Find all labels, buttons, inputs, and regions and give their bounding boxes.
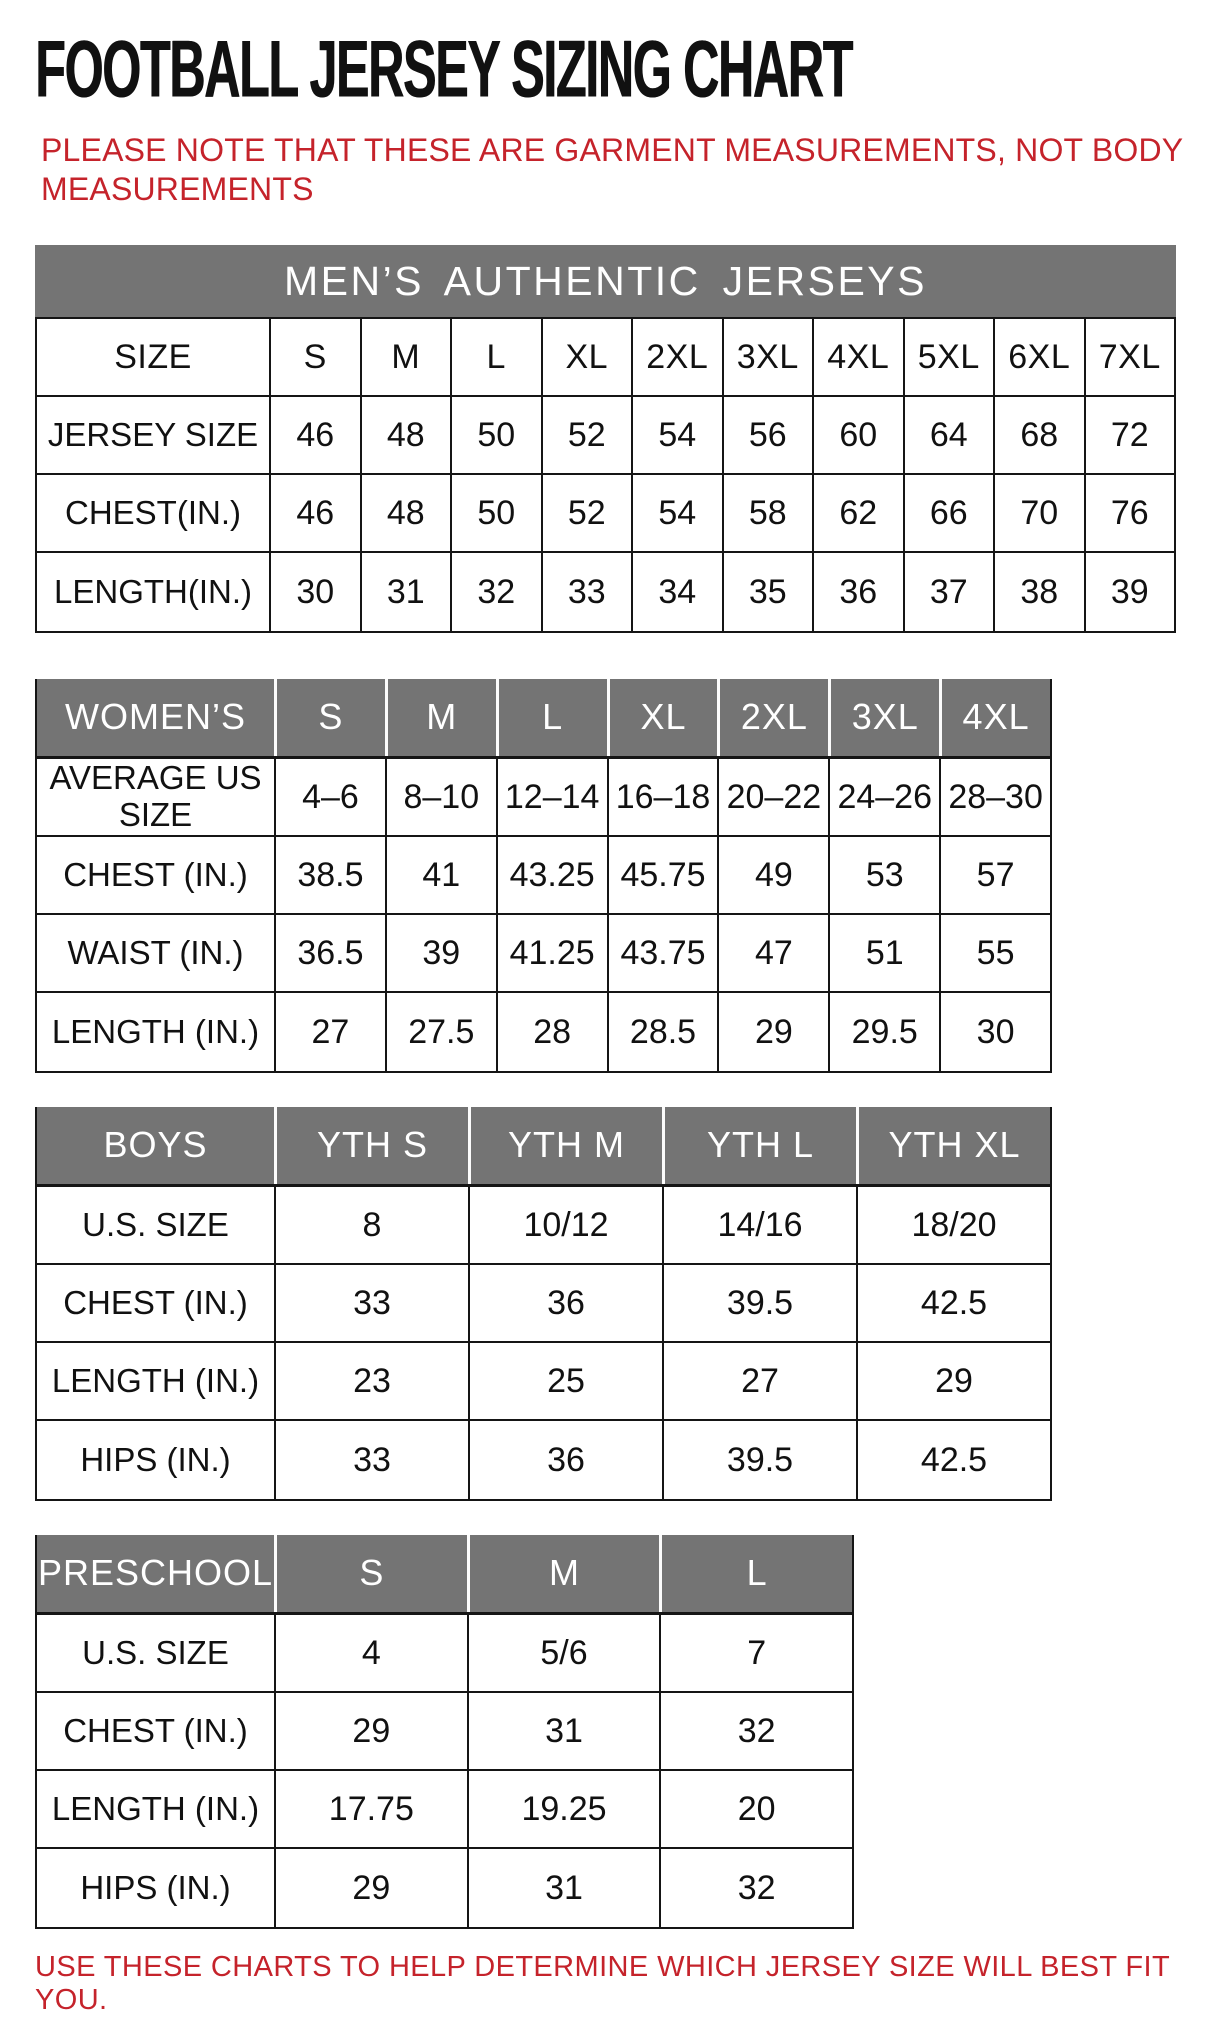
row-label-cell: BOYS xyxy=(37,1107,274,1184)
measurement-cell: 24–26 xyxy=(828,759,939,835)
measurement-cell: 53 xyxy=(828,837,939,913)
table-row xyxy=(37,915,1050,993)
measurement-cell: 29.5 xyxy=(828,993,939,1071)
boys-header-row xyxy=(37,1107,1050,1187)
measurement-cell: 62 xyxy=(812,475,903,551)
row-label-cell: U.S. SIZE xyxy=(82,1205,229,1243)
page-title: FOOTBALL JERSEY SIZING CHART xyxy=(35,24,852,115)
row-label-cell: LENGTH (IN.) xyxy=(51,1361,260,1399)
size-column-header: M xyxy=(360,319,451,395)
measurement-cell: 30 xyxy=(939,993,1050,1071)
measurement-cell: 39 xyxy=(385,915,496,991)
measurement-cell: 54 xyxy=(631,397,722,473)
measurement-cell: 8 xyxy=(274,1187,468,1263)
measurement-cell: 36 xyxy=(468,1421,662,1499)
measurement-cell: 60 xyxy=(812,397,903,473)
measurement-cell: 10/12 xyxy=(468,1187,662,1263)
measurement-cell: 72 xyxy=(1084,397,1175,473)
table-row xyxy=(37,1693,852,1771)
size-column-header: M xyxy=(385,679,496,756)
row-label-cell: CHEST (IN.) xyxy=(63,1711,248,1749)
measurement-cell: 32 xyxy=(659,1849,852,1927)
row-label-cell: AVERAGE US SIZE xyxy=(49,759,262,834)
measurement-cell: 7 xyxy=(659,1615,852,1691)
measurement-cell: 27 xyxy=(662,1343,856,1419)
measurement-cell: 29 xyxy=(856,1343,1050,1419)
size-column-header: S xyxy=(269,319,360,395)
row-label-cell: LENGTH (IN.) xyxy=(51,1012,260,1050)
table-row xyxy=(37,1343,1050,1421)
measurement-cell: 33 xyxy=(274,1421,468,1499)
measurement-cell: 38.5 xyxy=(274,837,385,913)
preschool-header-row xyxy=(37,1535,852,1615)
table-row xyxy=(37,837,1050,915)
boys-grid xyxy=(35,1107,1052,1501)
measurement-cell: 36 xyxy=(812,553,903,631)
row-label-cell: LENGTH(IN.) xyxy=(54,572,252,610)
measurement-cell: 5/6 xyxy=(467,1615,660,1691)
measurement-cell: 52 xyxy=(541,475,632,551)
size-column-header: L xyxy=(659,1535,852,1612)
size-column-header: S xyxy=(274,1535,467,1612)
size-column-header: 4XL xyxy=(939,679,1050,756)
row-label-cell: WOMEN’S xyxy=(37,679,274,756)
row-label-cell: JERSEY SIZE xyxy=(47,415,259,453)
measurement-cell: 19.25 xyxy=(467,1771,660,1847)
measurement-cell: 64 xyxy=(903,397,994,473)
size-column-header: YTH M xyxy=(468,1107,662,1184)
measurement-cell: 4 xyxy=(274,1615,467,1691)
measurement-cell: 34 xyxy=(631,553,722,631)
size-column-header: XL xyxy=(541,319,632,395)
measurement-cell: 36.5 xyxy=(274,915,385,991)
row-label-cell: CHEST (IN.) xyxy=(63,855,248,893)
table-row xyxy=(37,1771,852,1849)
measurement-cell: 37 xyxy=(903,553,994,631)
row-label-cell: CHEST (IN.) xyxy=(63,1283,248,1321)
garment-measurements-note: PLEASE NOTE THAT THESE ARE GARMENT MEASUREMENTS, NOT BODY MEASUREMENTS xyxy=(41,132,1183,208)
measurement-cell: 68 xyxy=(993,397,1084,473)
measurement-cell: 47 xyxy=(717,915,828,991)
size-column-header: YTH S xyxy=(274,1107,468,1184)
size-column-header: 6XL xyxy=(993,319,1084,395)
measurement-cell: 23 xyxy=(274,1343,468,1419)
measurement-cell: 54 xyxy=(631,475,722,551)
measurement-cell: 76 xyxy=(1084,475,1175,551)
mens-authentic-jerseys-table xyxy=(35,245,1176,633)
table-row xyxy=(37,397,1174,475)
measurement-cell: 31 xyxy=(467,1849,660,1927)
measurement-cell: 14/16 xyxy=(662,1187,856,1263)
measurement-cell: 41 xyxy=(385,837,496,913)
measurement-cell: 33 xyxy=(274,1265,468,1341)
measurement-cell: 66 xyxy=(903,475,994,551)
row-label-cell: SIZE xyxy=(114,338,192,377)
measurement-cell: 48 xyxy=(360,475,451,551)
measurement-cell: 38 xyxy=(993,553,1084,631)
measurement-cell: 29 xyxy=(274,1693,467,1769)
table-row xyxy=(37,993,1050,1071)
measurement-cell: 41.25 xyxy=(496,915,607,991)
measurement-cell: 20 xyxy=(659,1771,852,1847)
measurement-cell: 28–30 xyxy=(939,759,1050,835)
measurement-cell: 58 xyxy=(722,475,813,551)
table-row xyxy=(37,1849,852,1927)
measurement-cell: 49 xyxy=(717,837,828,913)
row-label-cell: PRESCHOOL xyxy=(37,1535,274,1612)
measurement-cell: 29 xyxy=(274,1849,467,1927)
measurement-cell: 45.75 xyxy=(607,837,718,913)
row-label-cell: LENGTH (IN.) xyxy=(51,1789,260,1827)
fit-advice-footer: USE THESE CHARTS TO HELP DETERMINE WHICH JERSEY SIZE WILL BEST FIT YOU. xyxy=(35,1951,1170,2017)
measurement-cell: 50 xyxy=(450,475,541,551)
mens-grid xyxy=(35,317,1176,633)
size-column-header: 2XL xyxy=(631,319,722,395)
size-column-header: XL xyxy=(607,679,718,756)
table-row xyxy=(37,1187,1050,1265)
measurement-cell: 50 xyxy=(450,397,541,473)
table-row xyxy=(37,1615,852,1693)
row-label-cell: WAIST (IN.) xyxy=(67,933,244,971)
measurement-cell: 42.5 xyxy=(856,1421,1050,1499)
measurement-cell: 29 xyxy=(717,993,828,1071)
size-column-header: L xyxy=(450,319,541,395)
preschool-jerseys-table xyxy=(35,1535,854,1929)
table-row xyxy=(37,759,1050,837)
measurement-cell: 36 xyxy=(468,1265,662,1341)
measurement-cell: 46 xyxy=(269,397,360,473)
womens-jerseys-table xyxy=(35,679,1052,1073)
row-label-cell: CHEST(IN.) xyxy=(65,493,241,531)
table-row xyxy=(37,1421,1050,1499)
measurement-cell: 39 xyxy=(1084,553,1175,631)
measurement-cell: 48 xyxy=(360,397,451,473)
measurement-cell: 32 xyxy=(659,1693,852,1769)
measurement-cell: 39.5 xyxy=(662,1421,856,1499)
measurement-cell: 27 xyxy=(274,993,385,1071)
measurement-cell: 28 xyxy=(496,993,607,1071)
size-column-header: M xyxy=(467,1535,660,1612)
measurement-cell: 57 xyxy=(939,837,1050,913)
measurement-cell: 31 xyxy=(467,1693,660,1769)
size-column-header: 3XL xyxy=(722,319,813,395)
measurement-cell: 56 xyxy=(722,397,813,473)
measurement-cell: 17.75 xyxy=(274,1771,467,1847)
table-row xyxy=(37,553,1174,631)
size-column-header: YTH L xyxy=(662,1107,856,1184)
measurement-cell: 20–22 xyxy=(717,759,828,835)
size-column-header: 7XL xyxy=(1084,319,1175,395)
mens-banner-title: MEN’S AUTHENTIC JERSEYS xyxy=(35,245,1176,317)
size-column-header: YTH XL xyxy=(856,1107,1050,1184)
measurement-cell: 70 xyxy=(993,475,1084,551)
boys-jerseys-table xyxy=(35,1107,1052,1501)
measurement-cell: 43.25 xyxy=(496,837,607,913)
measurement-cell: 35 xyxy=(722,553,813,631)
measurement-cell: 8–10 xyxy=(385,759,496,835)
womens-grid xyxy=(35,679,1052,1073)
measurement-cell: 42.5 xyxy=(856,1265,1050,1341)
womens-header-row xyxy=(37,679,1050,759)
measurement-cell: 46 xyxy=(269,475,360,551)
size-column-header: 4XL xyxy=(812,319,903,395)
measurement-cell: 43.75 xyxy=(607,915,718,991)
measurement-cell: 55 xyxy=(939,915,1050,991)
measurement-cell: 4–6 xyxy=(274,759,385,835)
row-label-cell: U.S. SIZE xyxy=(82,1633,229,1671)
measurement-cell: 25 xyxy=(468,1343,662,1419)
measurement-cell: 16–18 xyxy=(607,759,718,835)
size-column-header: 3XL xyxy=(828,679,939,756)
measurement-cell: 27.5 xyxy=(385,993,496,1071)
measurement-cell: 33 xyxy=(541,553,632,631)
measurement-cell: 12–14 xyxy=(496,759,607,835)
mens-header-row xyxy=(37,319,1174,397)
table-row xyxy=(37,1265,1050,1343)
size-column-header: 5XL xyxy=(903,319,994,395)
measurement-cell: 39.5 xyxy=(662,1265,856,1341)
size-column-header: S xyxy=(274,679,385,756)
measurement-cell: 32 xyxy=(450,553,541,631)
row-label-cell: HIPS (IN.) xyxy=(80,1868,231,1906)
size-column-header: 2XL xyxy=(717,679,828,756)
measurement-cell: 28.5 xyxy=(607,993,718,1071)
preschool-grid xyxy=(35,1535,854,1929)
measurement-cell: 51 xyxy=(828,915,939,991)
row-label-cell: HIPS (IN.) xyxy=(80,1440,231,1478)
measurement-cell: 52 xyxy=(541,397,632,473)
measurement-cell: 31 xyxy=(360,553,451,631)
measurement-cell: 30 xyxy=(269,553,360,631)
measurement-cell: 18/20 xyxy=(856,1187,1050,1263)
table-row xyxy=(37,475,1174,553)
size-column-header: L xyxy=(496,679,607,756)
